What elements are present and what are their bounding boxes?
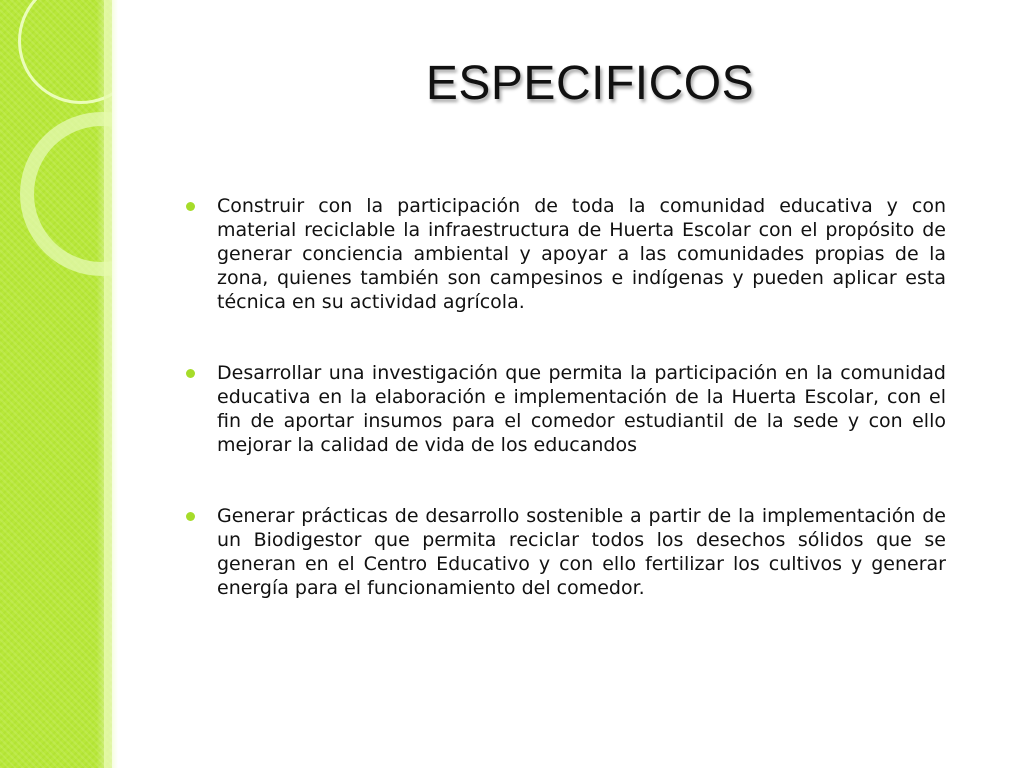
- decorative-ring-top: [18, 0, 112, 104]
- bullet-dot-icon: [186, 369, 195, 378]
- side-band-glow: [104, 0, 118, 768]
- bullet-dot-icon: [186, 512, 195, 521]
- bullet-text-2: Desarrollar una investigación que permita la participación en la comunidad educativa en la elaboración e implementación de la Huerta Escolar, con el fin de aportar insumos para el comedor estudiantil de la sede y con ello mejorar la calidad de vida de los educandos: [217, 362, 946, 456]
- bullet-dot-icon: [186, 202, 195, 211]
- bullet-list: [186, 194, 946, 647]
- bullet-text-3: Generar prácticas de desarrollo sostenible a partir de la implementación de un Biodigestor que permita reciclar todos los desechos sólidos que se generan en el Centro Educativo y con ello fertilizar los cultivos y generar energía para el funcionamiento del comedor.: [217, 505, 946, 599]
- decorative-ring-middle: [20, 112, 112, 276]
- bullet-item-1: [186, 194, 946, 314]
- bullet-text-1: Construir con la participación de toda la comunidad educativa y con material reciclable la infraestructura de Huerta Escolar con el propósito de generar conciencia ambiental y apoyar a las comunidades propias de la zona, quienes también son campesinos e indígenas y pueden aplicar esta técnica en su actividad agrícola.: [217, 195, 946, 313]
- bullet-item-3: [186, 504, 946, 600]
- bullet-item-2: [186, 361, 946, 457]
- slide-title: ESPECIFICOS: [425, 57, 755, 110]
- side-decoration-band: [0, 0, 112, 768]
